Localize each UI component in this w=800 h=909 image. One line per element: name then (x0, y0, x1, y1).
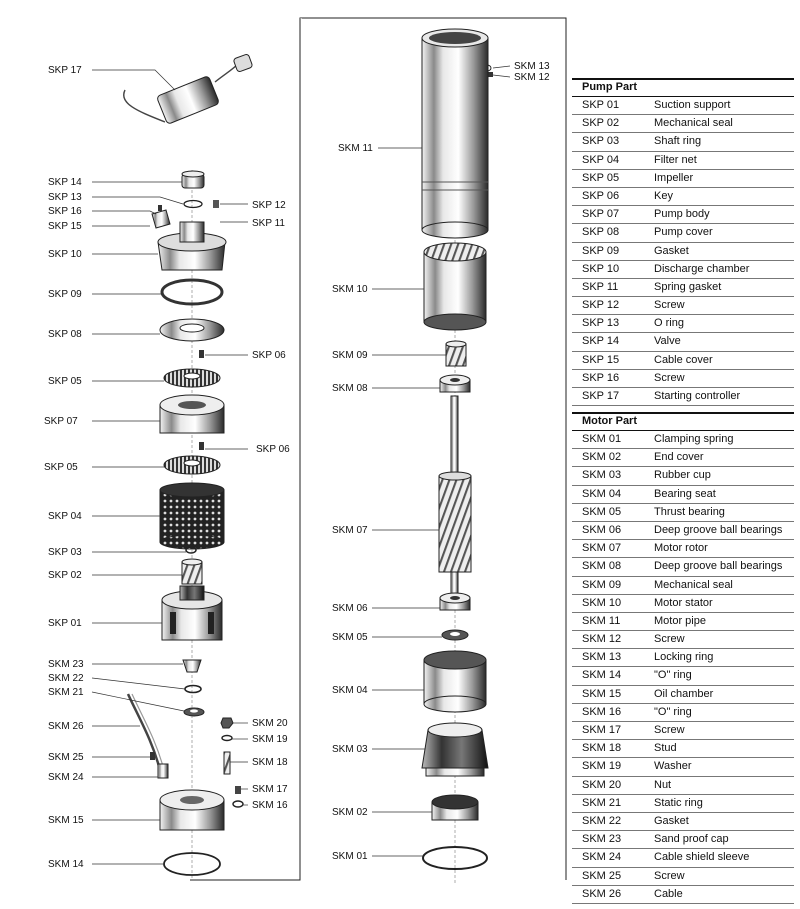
part-name: Cable shield sleeve (654, 851, 750, 864)
label-skp-05-upper: SKP 05 (48, 376, 82, 387)
label-skp-08: SKP 08 (48, 329, 82, 340)
motor-part-rows (572, 431, 794, 904)
part-code: SKP 16 (582, 371, 620, 384)
table-row (572, 886, 794, 904)
part-skm-22-gasket (185, 686, 201, 693)
part-name: Sand proof cap (654, 833, 729, 846)
part-skm-21-static-ring (184, 708, 204, 716)
part-code: SKM 05 (582, 505, 622, 518)
table-row (572, 152, 794, 170)
label-skm-20: SKM 20 (252, 718, 288, 729)
table-row (572, 170, 794, 188)
label-skm-26: SKM 26 (48, 721, 84, 732)
part-code: SKP 08 (582, 226, 620, 239)
label-skm-13: SKM 13 (514, 61, 550, 72)
table-row (572, 504, 794, 522)
label-skm-16: SKM 16 (252, 800, 288, 811)
label-skp-16: SKP 16 (48, 206, 82, 217)
label-skp-11: SKP 11 (252, 218, 285, 229)
label-skp-15: SKP 15 (48, 221, 82, 232)
label-skp-12: SKP 12 (252, 200, 286, 211)
label-skp-17: SKP 17 (48, 65, 82, 76)
part-code: SKP 13 (582, 317, 620, 330)
part-skm-20-nut (221, 718, 233, 728)
part-name: Filter net (654, 153, 697, 166)
part-code: SKM 26 (582, 887, 622, 900)
table-row (572, 558, 794, 576)
part-code: SKP 17 (582, 390, 620, 402)
pump-part-title: Pump Part (572, 78, 794, 97)
label-skp-01: SKP 01 (48, 618, 82, 629)
label-skp-06-lower: SKP 06 (256, 444, 290, 455)
part-skp-02-mechanical-seal (182, 559, 202, 584)
part-name: Stud (654, 742, 677, 755)
label-skm-23: SKM 23 (48, 659, 84, 670)
part-code: SKP 10 (582, 262, 620, 275)
label-skm-03: SKM 03 (332, 744, 368, 755)
part-name: Gasket (654, 244, 689, 257)
table-row (572, 631, 794, 649)
part-skm-11-motor-pipe (422, 29, 488, 238)
part-name: Motor stator (654, 596, 713, 609)
label-skp-09: SKP 09 (48, 289, 82, 300)
table-row (572, 522, 794, 540)
part-skm-07-motor-rotor (439, 396, 471, 594)
part-code: SKP 14 (582, 335, 620, 348)
part-name: Thrust bearing (654, 505, 725, 518)
label-skp-04: SKP 04 (48, 511, 82, 522)
part-code: SKM 13 (582, 651, 622, 664)
part-skp-01-suction-support (162, 586, 222, 640)
part-name: Suction support (654, 99, 731, 111)
table-row (572, 467, 794, 485)
label-skm-15: SKM 15 (48, 815, 84, 826)
table-row (572, 449, 794, 467)
part-name: End cover (654, 451, 704, 464)
label-skm-08: SKM 08 (332, 383, 368, 394)
label-skm-09: SKM 09 (332, 350, 368, 361)
part-skp-15-cable-cover (152, 205, 170, 228)
label-skm-07: SKM 07 (332, 525, 368, 536)
part-name: Screw (654, 299, 685, 312)
label-skm-06: SKM 06 (332, 603, 368, 614)
part-skm-17-screw (235, 786, 241, 794)
part-code: SKP 05 (582, 171, 620, 184)
part-skp-05-impeller-upper (164, 369, 220, 387)
table-row (572, 97, 794, 115)
part-code: SKM 07 (582, 542, 622, 555)
part-skm-24-cable-shield-sleeve (158, 764, 168, 778)
part-skm-08-ball-bearing (440, 375, 470, 392)
label-skp-10: SKP 10 (48, 249, 82, 260)
part-name: Valve (654, 335, 681, 348)
part-name: Static ring (654, 796, 703, 809)
table-row (572, 333, 794, 351)
table-row (572, 224, 794, 242)
axis-lines (192, 170, 455, 885)
part-skp-17-starting-controller (124, 54, 253, 125)
part-name: Bearing seat (654, 487, 716, 500)
table-row (572, 595, 794, 613)
part-code: SKM 01 (582, 433, 622, 445)
part-skp-10-discharge-chamber (158, 222, 226, 270)
pump-part-table (572, 78, 794, 406)
part-skm-05-thrust-bearing (442, 630, 468, 640)
part-name: Cable (654, 887, 683, 900)
label-skm-17: SKM 17 (252, 784, 288, 795)
part-name: Key (654, 189, 673, 202)
part-code: SKM 06 (582, 523, 622, 536)
part-name: Cable cover (654, 353, 713, 366)
part-code: SKM 20 (582, 778, 622, 791)
part-skp-06-key-lower (199, 442, 204, 450)
table-row (572, 758, 794, 776)
part-skm-23-sand-proof-cap (183, 660, 201, 672)
part-name: Washer (654, 760, 692, 773)
label-skm-12: SKM 12 (514, 72, 550, 83)
part-code: SKM 23 (582, 833, 622, 846)
part-code: SKM 21 (582, 796, 622, 809)
part-name: Screw (654, 633, 685, 646)
part-name: Screw (654, 724, 685, 736)
table-row (572, 486, 794, 504)
label-skp-05-lower: SKP 05 (44, 462, 78, 473)
part-name: Rubber cup (654, 469, 711, 482)
part-skm-02-end-cover (432, 795, 478, 820)
table-row (572, 279, 794, 297)
table-row (572, 849, 794, 867)
label-skp-06-upper: SKP 06 (252, 350, 286, 361)
table-row (572, 297, 794, 315)
part-code: SKP 06 (582, 189, 620, 202)
label-skm-05: SKM 05 (332, 632, 368, 643)
part-skm-19-washer (222, 736, 232, 741)
part-name: "O" ring (654, 705, 692, 718)
table-row (572, 431, 794, 449)
part-skm-10-motor-stator (424, 243, 486, 330)
part-name: Mechanical seal (654, 578, 733, 591)
label-skm-18: SKM 18 (252, 757, 288, 768)
part-code: SKM 22 (582, 814, 622, 827)
table-row (572, 388, 794, 406)
part-name: "O" ring (654, 669, 692, 682)
label-skp-03: SKP 03 (48, 547, 82, 558)
part-code: SKM 03 (582, 469, 622, 482)
part-name: Gasket (654, 814, 689, 827)
table-row (572, 868, 794, 886)
part-skm-12-screw (488, 72, 493, 77)
part-skm-03-rubber-cup (422, 723, 488, 776)
part-code: SKM 18 (582, 742, 622, 755)
table-row (572, 188, 794, 206)
part-code: SKM 25 (582, 869, 622, 882)
label-skm-02: SKM 02 (332, 807, 368, 818)
table-row (572, 704, 794, 722)
table-row (572, 813, 794, 831)
label-skp-07: SKP 07 (44, 416, 78, 427)
part-name: Clamping spring (654, 433, 734, 445)
label-skm-24: SKM 24 (48, 772, 84, 783)
label-skm-01: SKM 01 (332, 851, 368, 862)
part-skp-06-key-upper (199, 350, 204, 358)
table-row (572, 831, 794, 849)
part-name: Deep groove ball bearings (654, 523, 783, 536)
part-name: Screw (654, 869, 685, 882)
part-code: SKM 04 (582, 487, 622, 500)
label-skm-04: SKM 04 (332, 685, 368, 696)
table-row (572, 613, 794, 631)
part-skm-06-ball-bearing (440, 593, 470, 610)
part-code: SKM 19 (582, 760, 622, 773)
part-skm-18-stud (224, 752, 230, 774)
motor-part-table (572, 412, 794, 904)
part-name: Shaft ring (654, 135, 702, 148)
part-code: SKM 16 (582, 705, 622, 718)
part-code: SKP 12 (582, 299, 620, 312)
table-row (572, 315, 794, 333)
part-name: Spring gasket (654, 280, 722, 293)
table-row (572, 133, 794, 151)
part-skp-14-valve (182, 171, 204, 188)
label-skm-25: SKM 25 (48, 752, 84, 763)
part-name: Deep groove ball bearings (654, 560, 783, 573)
part-name: Starting controller (654, 390, 741, 402)
part-name: Screw (654, 371, 685, 384)
label-skm-19: SKM 19 (252, 734, 288, 745)
part-code: SKM 02 (582, 451, 622, 464)
table-row (572, 667, 794, 685)
part-code: SKP 09 (582, 244, 620, 257)
part-code: SKP 03 (582, 135, 620, 148)
label-skm-10: SKM 10 (332, 284, 368, 295)
part-code: SKM 08 (582, 560, 622, 573)
part-code: SKM 10 (582, 596, 622, 609)
part-name: Pump body (654, 208, 710, 221)
part-code: SKM 17 (582, 724, 622, 736)
table-row (572, 115, 794, 133)
part-name: Oil chamber (654, 687, 714, 700)
table-row (572, 722, 794, 740)
part-code: SKM 14 (582, 669, 622, 682)
part-code: SKP 07 (582, 208, 620, 221)
part-code: SKM 09 (582, 578, 622, 591)
table-row (572, 740, 794, 758)
part-name: O ring (654, 317, 684, 330)
motor-part-title: Motor Part (572, 412, 794, 431)
table-row (572, 206, 794, 224)
part-code: SKP 15 (582, 353, 620, 366)
part-skp-12-screw (213, 200, 219, 208)
part-name: Nut (654, 778, 672, 791)
table-row (572, 540, 794, 558)
table-row (572, 777, 794, 795)
part-code: SKP 01 (582, 99, 620, 111)
part-name: Motor rotor (654, 542, 708, 555)
part-code: SKM 24 (582, 851, 622, 864)
table-row (572, 352, 794, 370)
label-skm-14: SKM 14 (48, 859, 84, 870)
part-code: SKP 02 (582, 117, 620, 130)
part-name: Locking ring (654, 651, 714, 664)
table-row (572, 261, 794, 279)
part-code: SKM 15 (582, 687, 622, 700)
table-row (572, 795, 794, 813)
table-row (572, 649, 794, 667)
pump-part-rows (572, 97, 794, 406)
part-skm-09-mechanical-seal (446, 341, 466, 366)
part-skm-04-bearing-seat (424, 651, 486, 712)
part-skp-07-pump-body (160, 395, 224, 433)
part-skm-15-oil-chamber (160, 790, 224, 830)
part-name: Pump cover (654, 226, 713, 239)
part-name: Mechanical seal (654, 117, 733, 130)
part-code: SKM 12 (582, 633, 622, 646)
part-code: SKP 11 (582, 280, 619, 293)
part-name: Impeller (654, 171, 694, 184)
part-skp-08-pump-cover (160, 319, 224, 341)
label-skm-21: SKM 21 (48, 687, 84, 698)
table-row (572, 243, 794, 261)
part-name: Motor pipe (654, 614, 706, 627)
table-row (572, 370, 794, 388)
part-code: SKM 11 (582, 614, 621, 627)
table-row (572, 686, 794, 704)
label-skm-11: SKM 11 (338, 143, 373, 154)
label-skm-22: SKM 22 (48, 673, 84, 684)
label-skp-02: SKP 02 (48, 570, 82, 581)
label-skp-13: SKP 13 (48, 192, 82, 203)
part-code: SKP 04 (582, 153, 620, 166)
part-name: Discharge chamber (654, 262, 750, 275)
part-skm-16-o-ring (233, 801, 243, 807)
label-skp-14: SKP 14 (48, 177, 82, 188)
part-skm-25-screw (150, 752, 155, 760)
part-skp-13-o-ring (184, 201, 202, 208)
part-skp-04-filter-net (160, 483, 224, 549)
table-row (572, 577, 794, 595)
part-skp-05-impeller-lower (164, 456, 220, 474)
